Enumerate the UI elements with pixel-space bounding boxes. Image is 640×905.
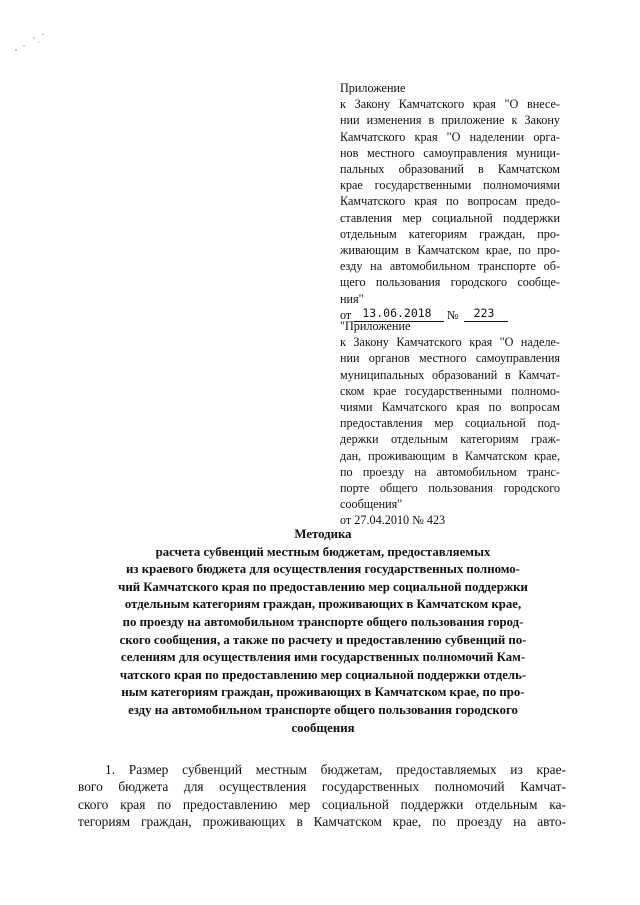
body-paragraph-1 — [78, 761, 566, 831]
body-line: вого бюджета для осуществления государственных полномочий Камчат- — [78, 779, 566, 795]
appendix-original-law — [340, 318, 560, 529]
scan-artifact-mark — [12, 28, 48, 58]
appendix-line: щего пользования городского сообще- — [340, 275, 560, 290]
appendix-line: к Закону Камчатского края "О внесе- — [340, 97, 560, 112]
title-line: чий Камчатского края по предоставлению мер социальной поддержки — [118, 579, 528, 594]
title-line: ным категориям граждан, проживающих в Камчатском крае, по про- — [121, 685, 525, 700]
appendix-line: отдельным категориям граждан, про- — [340, 226, 560, 241]
appendix-line: Камчатского края "О наделении орга- — [340, 129, 560, 144]
appendix-line: крае государственными полномочиями — [340, 178, 560, 193]
methodology-title — [88, 526, 558, 737]
title-line: селениям для осуществления ими государственных полномочий Кам- — [120, 650, 526, 665]
appendix-line: муниципальных образований в Камчат- — [340, 367, 560, 382]
title-line: расчета субвенций местным бюджетам, предоставляемых — [155, 544, 491, 559]
law-number: 223 — [473, 305, 495, 320]
original-law-date: от 27.04.2010 № 423 — [340, 513, 446, 528]
appendix-line: сообщения" — [340, 497, 403, 512]
title-line: сообщения — [291, 720, 355, 735]
appendix-line: нии органов местного самоуправления — [340, 351, 560, 366]
appendix-line: ния" — [340, 291, 364, 306]
appendix-line: нов местного самоуправления муници- — [340, 145, 560, 160]
body-line: ского края по предоставлению мер социальной поддержки отдельным ка- — [78, 796, 566, 812]
appendix-line: чиями Камчатского края по вопросам — [340, 400, 560, 415]
appendix-heading: "Приложение — [340, 319, 411, 333]
appendix-line: предоставления мер социальной под- — [340, 416, 560, 431]
appendix-line: порте общего пользования городского — [340, 481, 560, 496]
title-line: чатского края по предоставлению мер социальной поддержки отдель- — [119, 667, 527, 682]
appendix-heading: Приложение — [340, 81, 406, 95]
appendix-line: ставления мер социальной поддержки — [340, 210, 560, 225]
title-line: отдельным категориям граждан, проживающих в Камчатском крае, — [124, 597, 522, 612]
appendix-line: Камчатского края по вопросам предо- — [340, 194, 560, 209]
body-line: тегориям граждан, проживающих в Камчатском крае, по проезду на авто- — [78, 814, 566, 830]
appendix-line: ском крае государственными полномо- — [340, 383, 560, 398]
title-line: из краевого бюджета для осуществления государственных полномо- — [126, 562, 520, 577]
date-prefix: от — [340, 307, 352, 322]
appendix-line: живающим в Камчатском крае, по про- — [340, 243, 560, 258]
number-prefix: № — [447, 307, 459, 322]
title-line: ского сообщения, а также по расчету и предоставлению субвенций по- — [119, 632, 527, 647]
appendix-line: дан, проживающим в Камчатском крае, — [340, 448, 560, 463]
law-date: 13.06.2018 — [362, 305, 432, 320]
appendix-line: к Закону Камчатского края "О наделе- — [340, 335, 560, 350]
title-line: Методика — [294, 527, 352, 541]
title-line: по проезду на автомобильном транспорте общего пользования город- — [122, 614, 524, 629]
appendix-amending-law — [340, 80, 560, 324]
appendix-line: пальных образований в Камчатском — [340, 162, 560, 177]
appendix-line: езду на автомобильном транспорте об- — [340, 259, 560, 274]
appendix-line: держки отдельным категориям граж- — [340, 432, 560, 447]
appendix-line: нии изменения в приложение к Закону — [340, 113, 560, 128]
appendix-line: по проезду на автомобильном транс- — [340, 464, 560, 479]
body-line: 1. Размер субвенций местным бюджетам, предоставляемых из крае- — [105, 762, 566, 777]
title-line: езду на автомобильном транспорте общего пользования городского — [128, 702, 518, 717]
